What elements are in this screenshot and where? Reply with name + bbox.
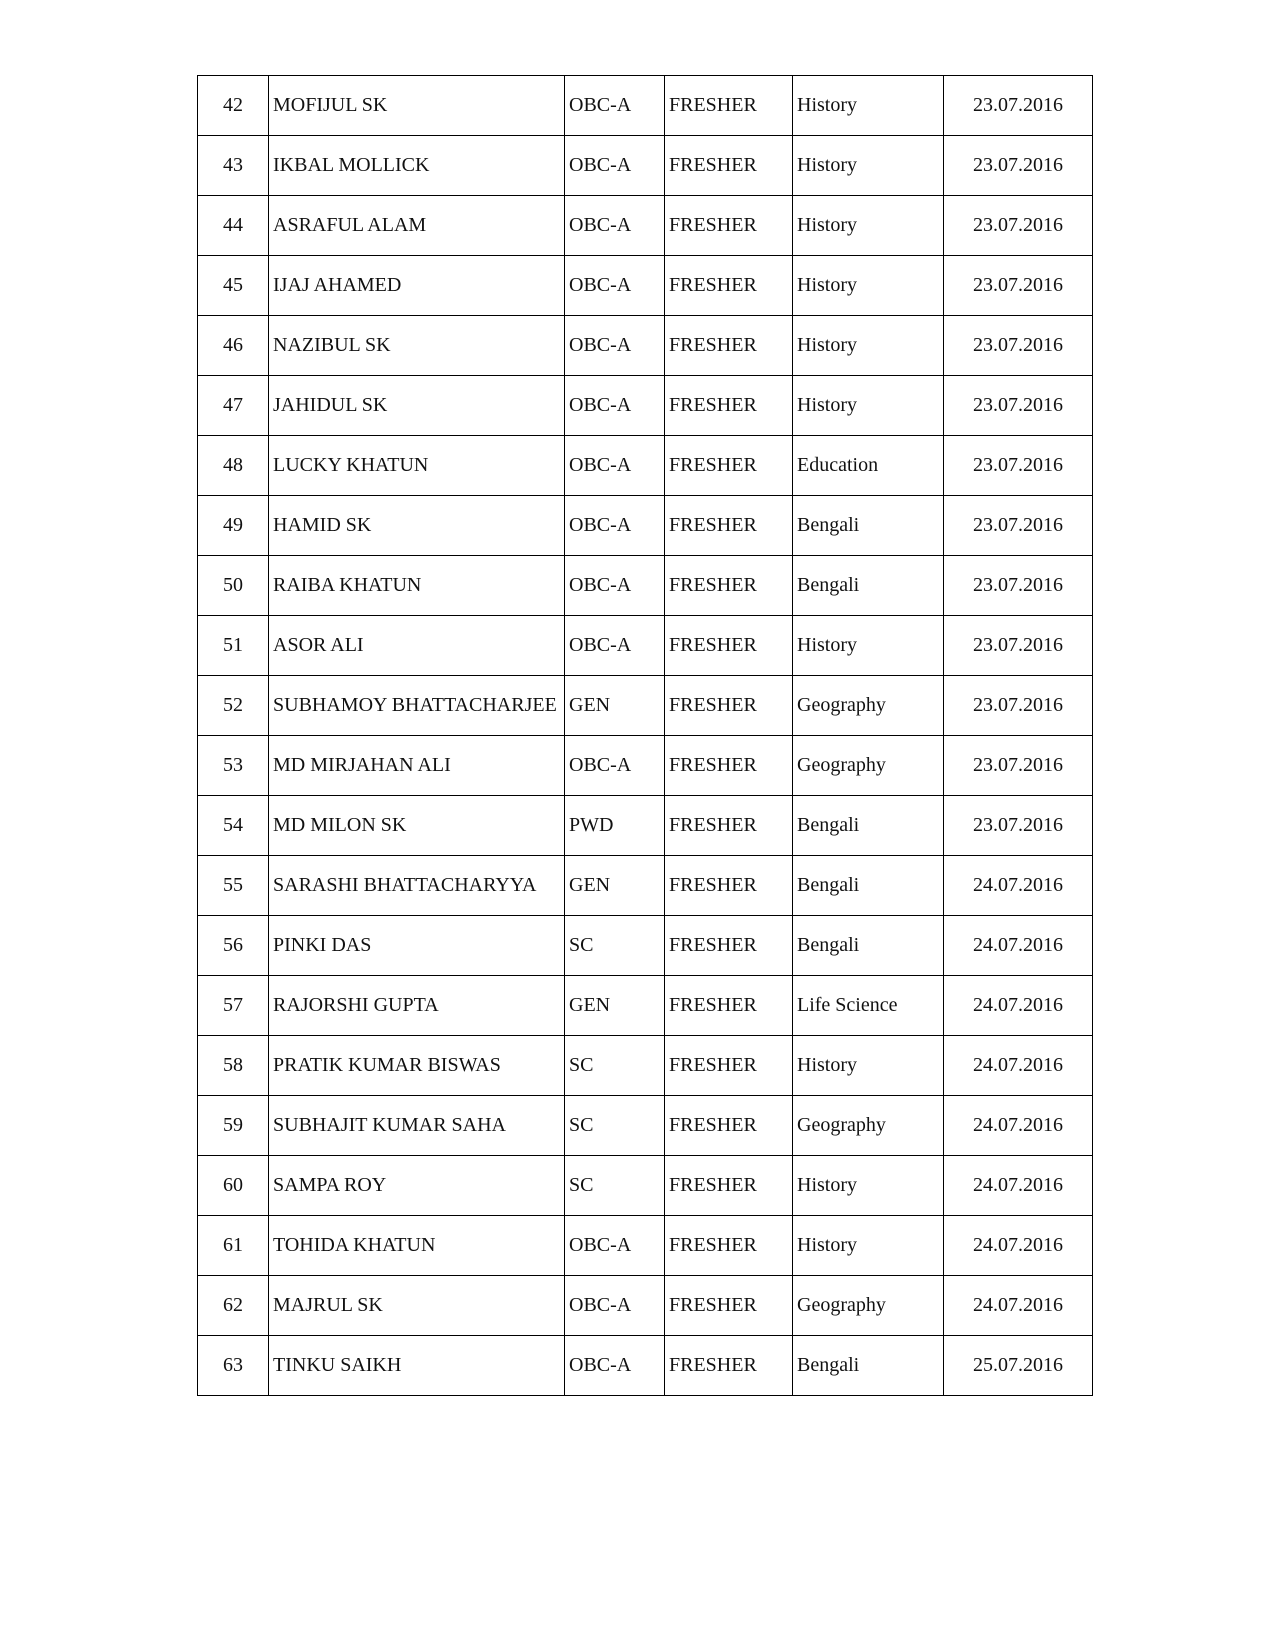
status-cell: FRESHER bbox=[665, 136, 793, 196]
serial-number-cell: 50 bbox=[198, 556, 269, 616]
subject-cell: Geography bbox=[793, 676, 944, 736]
candidate-name-cell: SUBHAMOY BHATTACHARJEE bbox=[269, 676, 565, 736]
candidate-name-cell: SARASHI BHATTACHARYYA bbox=[269, 856, 565, 916]
serial-number-cell: 48 bbox=[198, 436, 269, 496]
category-cell: GEN bbox=[565, 676, 665, 736]
status-cell: FRESHER bbox=[665, 1276, 793, 1336]
candidate-name-cell: JAHIDUL SK bbox=[269, 376, 565, 436]
table-row bbox=[198, 796, 1093, 856]
category-cell: OBC-A bbox=[565, 376, 665, 436]
status-cell: FRESHER bbox=[665, 1336, 793, 1396]
category-cell: OBC-A bbox=[565, 1276, 665, 1336]
serial-number-cell: 43 bbox=[198, 136, 269, 196]
candidate-name-cell: LUCKY KHATUN bbox=[269, 436, 565, 496]
table-row bbox=[198, 256, 1093, 316]
subject-cell: Geography bbox=[793, 736, 944, 796]
serial-number-cell: 42 bbox=[198, 76, 269, 136]
category-cell: OBC-A bbox=[565, 736, 665, 796]
category-cell: OBC-A bbox=[565, 556, 665, 616]
date-cell: 24.07.2016 bbox=[944, 916, 1093, 976]
serial-number-cell: 46 bbox=[198, 316, 269, 376]
date-cell: 23.07.2016 bbox=[944, 316, 1093, 376]
category-cell: OBC-A bbox=[565, 1216, 665, 1276]
category-cell: SC bbox=[565, 1096, 665, 1156]
candidate-name-cell: ASRAFUL ALAM bbox=[269, 196, 565, 256]
status-cell: FRESHER bbox=[665, 1156, 793, 1216]
status-cell: FRESHER bbox=[665, 76, 793, 136]
candidate-name-cell: IKBAL MOLLICK bbox=[269, 136, 565, 196]
subject-cell: Bengali bbox=[793, 796, 944, 856]
subject-cell: Life Science bbox=[793, 976, 944, 1036]
serial-number-cell: 61 bbox=[198, 1216, 269, 1276]
candidate-name-cell: PINKI DAS bbox=[269, 916, 565, 976]
candidate-name-cell: SUBHAJIT KUMAR SAHA bbox=[269, 1096, 565, 1156]
table-row bbox=[198, 76, 1093, 136]
serial-number-cell: 54 bbox=[198, 796, 269, 856]
subject-cell: History bbox=[793, 1156, 944, 1216]
category-cell: OBC-A bbox=[565, 256, 665, 316]
status-cell: FRESHER bbox=[665, 556, 793, 616]
date-cell: 23.07.2016 bbox=[944, 436, 1093, 496]
table-row bbox=[198, 196, 1093, 256]
serial-number-cell: 59 bbox=[198, 1096, 269, 1156]
table-row bbox=[198, 856, 1093, 916]
category-cell: OBC-A bbox=[565, 196, 665, 256]
table-row bbox=[198, 136, 1093, 196]
status-cell: FRESHER bbox=[665, 1036, 793, 1096]
candidate-name-cell: NAZIBUL SK bbox=[269, 316, 565, 376]
category-cell: OBC-A bbox=[565, 616, 665, 676]
category-cell: SC bbox=[565, 916, 665, 976]
category-cell: OBC-A bbox=[565, 1336, 665, 1396]
table-row bbox=[198, 1216, 1093, 1276]
candidate-name-cell: RAIBA KHATUN bbox=[269, 556, 565, 616]
subject-cell: History bbox=[793, 1216, 944, 1276]
table-row bbox=[198, 1336, 1093, 1396]
serial-number-cell: 55 bbox=[198, 856, 269, 916]
category-cell: GEN bbox=[565, 976, 665, 1036]
date-cell: 23.07.2016 bbox=[944, 676, 1093, 736]
subject-cell: Bengali bbox=[793, 916, 944, 976]
candidate-name-cell: HAMID SK bbox=[269, 496, 565, 556]
subject-cell: History bbox=[793, 76, 944, 136]
status-cell: FRESHER bbox=[665, 496, 793, 556]
date-cell: 23.07.2016 bbox=[944, 256, 1093, 316]
subject-cell: History bbox=[793, 376, 944, 436]
category-cell: PWD bbox=[565, 796, 665, 856]
category-cell: GEN bbox=[565, 856, 665, 916]
subject-cell: Bengali bbox=[793, 856, 944, 916]
candidate-name-cell: PRATIK KUMAR BISWAS bbox=[269, 1036, 565, 1096]
category-cell: OBC-A bbox=[565, 436, 665, 496]
subject-cell: History bbox=[793, 616, 944, 676]
subject-cell: Bengali bbox=[793, 496, 944, 556]
serial-number-cell: 49 bbox=[198, 496, 269, 556]
candidate-name-cell: TOHIDA KHATUN bbox=[269, 1216, 565, 1276]
subject-cell: History bbox=[793, 316, 944, 376]
subject-cell: Bengali bbox=[793, 556, 944, 616]
category-cell: SC bbox=[565, 1036, 665, 1096]
table-row bbox=[198, 676, 1093, 736]
table-row bbox=[198, 316, 1093, 376]
status-cell: FRESHER bbox=[665, 796, 793, 856]
serial-number-cell: 56 bbox=[198, 916, 269, 976]
date-cell: 24.07.2016 bbox=[944, 1096, 1093, 1156]
status-cell: FRESHER bbox=[665, 856, 793, 916]
table-row bbox=[198, 1276, 1093, 1336]
category-cell: OBC-A bbox=[565, 136, 665, 196]
date-cell: 23.07.2016 bbox=[944, 736, 1093, 796]
table-row bbox=[198, 916, 1093, 976]
serial-number-cell: 44 bbox=[198, 196, 269, 256]
table-row bbox=[198, 1096, 1093, 1156]
status-cell: FRESHER bbox=[665, 976, 793, 1036]
serial-number-cell: 58 bbox=[198, 1036, 269, 1096]
serial-number-cell: 57 bbox=[198, 976, 269, 1036]
subject-cell: Bengali bbox=[793, 1336, 944, 1396]
subject-cell: History bbox=[793, 136, 944, 196]
table-row bbox=[198, 976, 1093, 1036]
serial-number-cell: 63 bbox=[198, 1336, 269, 1396]
subject-cell: History bbox=[793, 196, 944, 256]
table-row bbox=[198, 1156, 1093, 1216]
table-row bbox=[198, 736, 1093, 796]
status-cell: FRESHER bbox=[665, 1096, 793, 1156]
table-row bbox=[198, 436, 1093, 496]
candidate-name-cell: SAMPA ROY bbox=[269, 1156, 565, 1216]
subject-cell: History bbox=[793, 1036, 944, 1096]
date-cell: 25.07.2016 bbox=[944, 1336, 1093, 1396]
date-cell: 24.07.2016 bbox=[944, 976, 1093, 1036]
status-cell: FRESHER bbox=[665, 736, 793, 796]
date-cell: 23.07.2016 bbox=[944, 376, 1093, 436]
status-cell: FRESHER bbox=[665, 436, 793, 496]
subject-cell: Geography bbox=[793, 1096, 944, 1156]
candidate-name-cell: MAJRUL SK bbox=[269, 1276, 565, 1336]
category-cell: OBC-A bbox=[565, 316, 665, 376]
date-cell: 24.07.2016 bbox=[944, 1156, 1093, 1216]
date-cell: 23.07.2016 bbox=[944, 556, 1093, 616]
candidate-name-cell: MOFIJUL SK bbox=[269, 76, 565, 136]
status-cell: FRESHER bbox=[665, 676, 793, 736]
table-row bbox=[198, 496, 1093, 556]
date-cell: 24.07.2016 bbox=[944, 856, 1093, 916]
subject-cell: History bbox=[793, 256, 944, 316]
candidate-name-cell: IJAJ AHAMED bbox=[269, 256, 565, 316]
status-cell: FRESHER bbox=[665, 916, 793, 976]
table-row bbox=[198, 376, 1093, 436]
candidate-table-body bbox=[198, 76, 1093, 1396]
candidate-name-cell: RAJORSHI GUPTA bbox=[269, 976, 565, 1036]
date-cell: 23.07.2016 bbox=[944, 76, 1093, 136]
candidate-name-cell: MD MILON SK bbox=[269, 796, 565, 856]
date-cell: 23.07.2016 bbox=[944, 136, 1093, 196]
candidate-name-cell: ASOR ALI bbox=[269, 616, 565, 676]
date-cell: 23.07.2016 bbox=[944, 616, 1093, 676]
subject-cell: Education bbox=[793, 436, 944, 496]
table-row bbox=[198, 616, 1093, 676]
status-cell: FRESHER bbox=[665, 316, 793, 376]
candidate-table bbox=[197, 75, 1093, 1396]
date-cell: 23.07.2016 bbox=[944, 796, 1093, 856]
candidate-name-cell: TINKU SAIKH bbox=[269, 1336, 565, 1396]
table-row bbox=[198, 1036, 1093, 1096]
status-cell: FRESHER bbox=[665, 1216, 793, 1276]
category-cell: SC bbox=[565, 1156, 665, 1216]
candidate-name-cell: MD MIRJAHAN ALI bbox=[269, 736, 565, 796]
status-cell: FRESHER bbox=[665, 256, 793, 316]
date-cell: 23.07.2016 bbox=[944, 496, 1093, 556]
serial-number-cell: 45 bbox=[198, 256, 269, 316]
category-cell: OBC-A bbox=[565, 76, 665, 136]
serial-number-cell: 60 bbox=[198, 1156, 269, 1216]
subject-cell: Geography bbox=[793, 1276, 944, 1336]
status-cell: FRESHER bbox=[665, 376, 793, 436]
serial-number-cell: 52 bbox=[198, 676, 269, 736]
serial-number-cell: 53 bbox=[198, 736, 269, 796]
date-cell: 23.07.2016 bbox=[944, 196, 1093, 256]
table-row bbox=[198, 556, 1093, 616]
date-cell: 24.07.2016 bbox=[944, 1216, 1093, 1276]
serial-number-cell: 62 bbox=[198, 1276, 269, 1336]
status-cell: FRESHER bbox=[665, 616, 793, 676]
date-cell: 24.07.2016 bbox=[944, 1036, 1093, 1096]
status-cell: FRESHER bbox=[665, 196, 793, 256]
date-cell: 24.07.2016 bbox=[944, 1276, 1093, 1336]
category-cell: OBC-A bbox=[565, 496, 665, 556]
serial-number-cell: 47 bbox=[198, 376, 269, 436]
serial-number-cell: 51 bbox=[198, 616, 269, 676]
